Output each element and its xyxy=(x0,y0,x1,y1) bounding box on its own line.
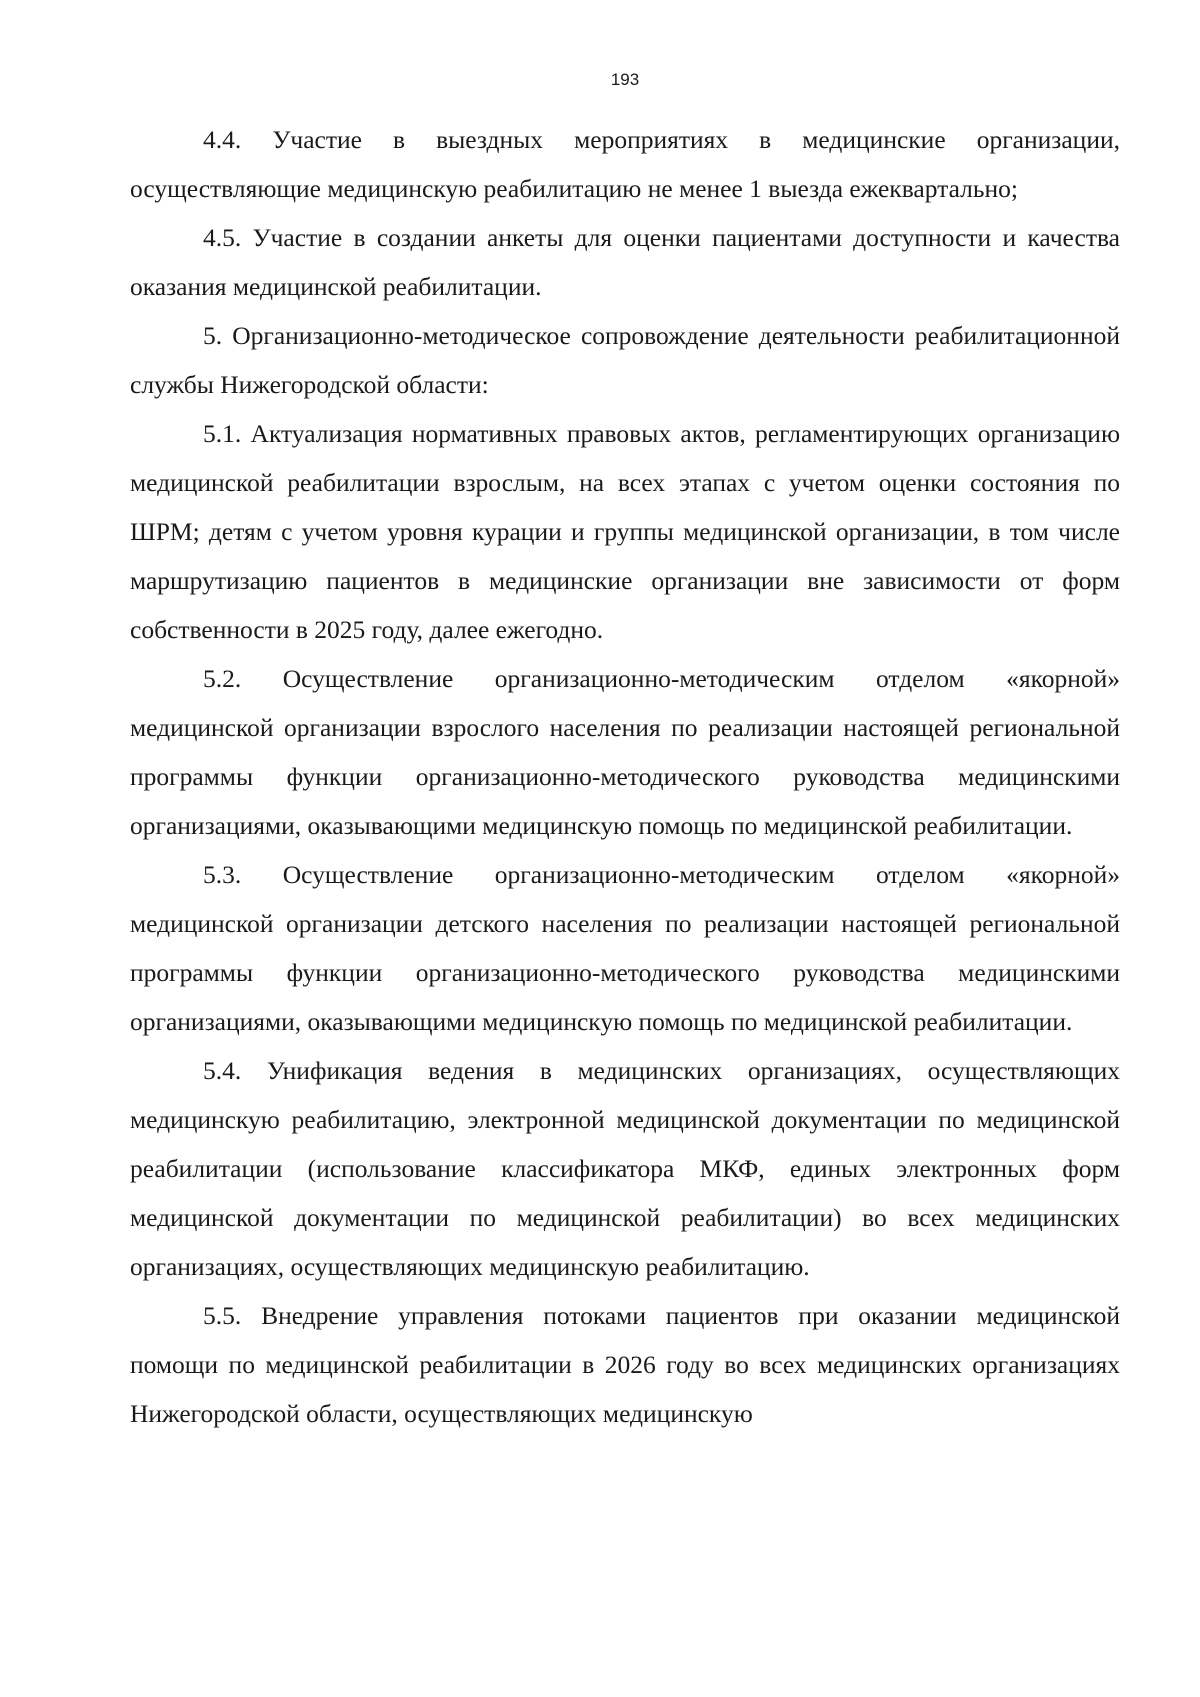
paragraph-5-3: 5.3. Осуществление организационно-методическим отделом «якорной» медицинской организации детского населения по реализации настоящей региональной программы функции организационно-методического руководства медицинскими организациями, оказывающими медицинскую помощь по медицинской реабилитации. xyxy=(130,860,1120,1036)
page-number: 193 xyxy=(610,70,640,89)
paragraph-4-4: 4.4. Участие в выездных мероприятиях в медицинские организации, осуществляющие медицинскую реабилитацию не менее 1 выезда ежеквартально; xyxy=(130,125,1120,203)
paragraph-5-5: 5.5. Внедрение управления потоками пациентов при оказании медицинской помощи по медицинской реабилитации в 2026 году во всех медицинских организациях Нижегородской области, осуществляющих медицинскую xyxy=(130,1301,1120,1428)
paragraph-4-5: 4.5. Участие в создании анкеты для оценки пациентами доступности и качества оказания медицинской реабилитации. xyxy=(130,223,1120,301)
document-body xyxy=(130,115,1120,1438)
paragraph-5-4: 5.4. Унификация ведения в медицинских организациях, осуществляющих медицинскую реабилитацию, электронной медицинской документации по медицинской реабилитации (использование классификатора МКФ, единых электронных форм медицинской документации по медицинской реабилитации) во всех медицинских организациях, осуществляющих медицинскую реабилитацию. xyxy=(130,1056,1120,1281)
paragraph-5-1: 5.1. Актуализация нормативных правовых актов, регламентирующих организацию медицинской реабилитации взрослым, на всех этапах с учетом оценки состояния по ШРМ; детям с учетом уровня курации и группы медицинской организации, в том числе маршрутизацию пациентов в медицинские организации вне зависимости от форм собственности в 2025 году, далее ежегодно. xyxy=(130,419,1120,644)
paragraph-5-2: 5.2. Осуществление организационно-методическим отделом «якорной» медицинской организации взрослого населения по реализации настоящей региональной программы функции организационно-методического руководства медицинскими организациями, оказывающими медицинскую помощь по медицинской реабилитации. xyxy=(130,664,1120,840)
paragraph-5: 5. Организационно-методическое сопровождение деятельности реабилитационной службы Нижегородской области: xyxy=(130,321,1120,399)
